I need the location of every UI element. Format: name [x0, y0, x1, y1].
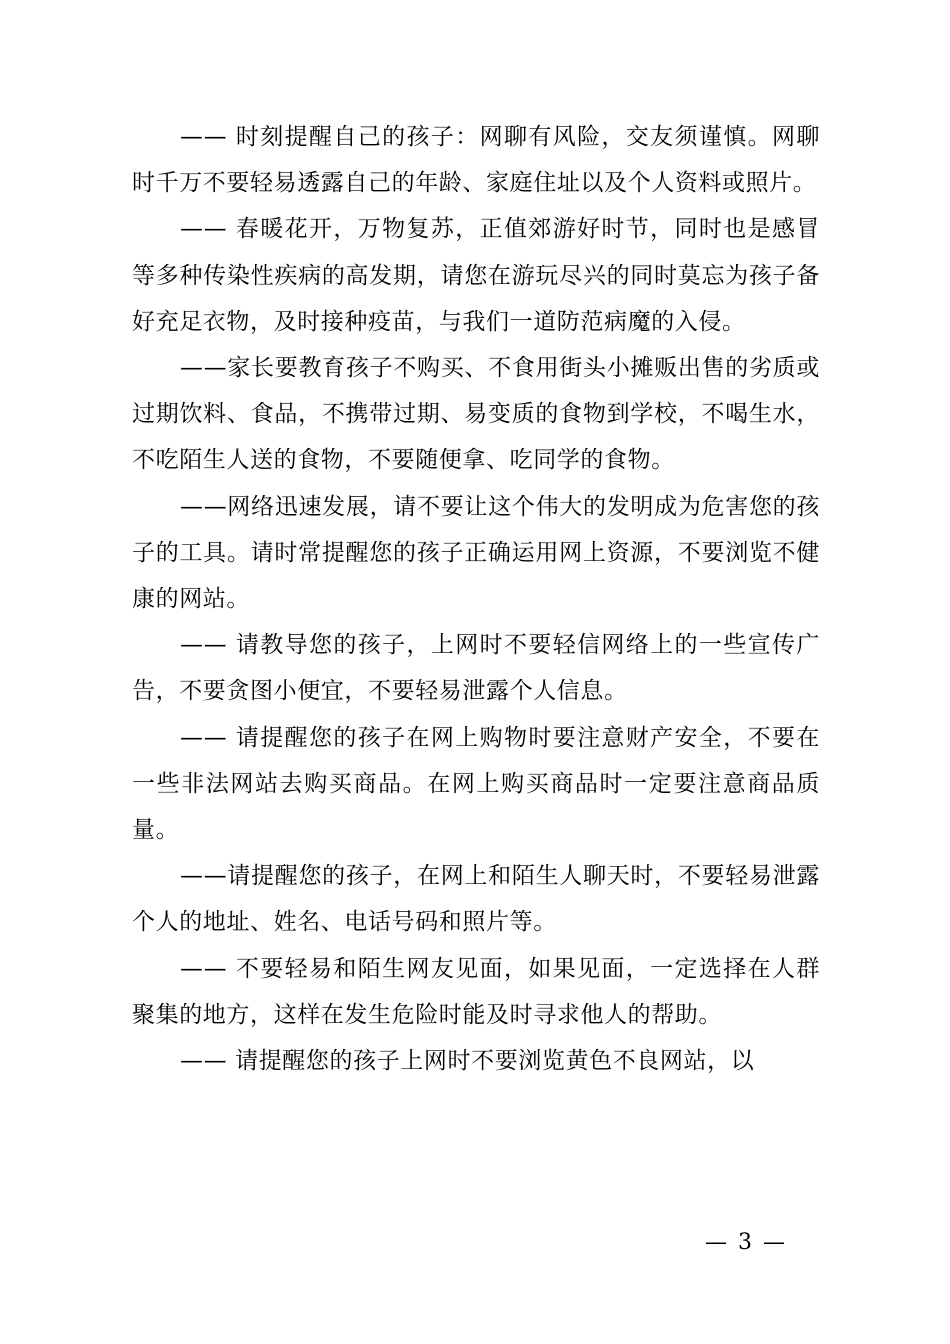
- page-number: — 3 —: [705, 1230, 787, 1255]
- paragraph-food-safety: ——家长要教育孩子不购买、不食用街头小摊贩出售的劣质或过期饮料、食品，不携带过期、易变质的食物到学校，不喝生水，不吃陌生人送的食物，不要随便拿、吃同学的食物。: [132, 355, 820, 474]
- paragraph-online-chat-risk: —— 时刻提醒自己的孩子：网聊有风险，交友须谨慎。网聊时千万不要轻易透露自己的年龄、家庭住址以及个人资料或照片。: [132, 124, 820, 197]
- document-body: [132, 114, 820, 1084]
- paragraph-meeting-netfriends: —— 不要轻易和陌生网友见面，如果见面，一定选择在人群聚集的地方，这样在发生危险时能及时寻求他人的帮助。: [132, 955, 820, 1028]
- paragraph-stranger-chat: ——请提醒您的孩子，在网上和陌生人聊天时，不要轻易泄露个人的地址、姓名、电话号码和照片等。: [132, 863, 820, 936]
- paragraph-online-shopping: —— 请提醒您的孩子在网上购物时要注意财产安全，不要在一些非法网站去购买商品。在网上购买商品时一定要注意商品质量。: [132, 724, 820, 844]
- paragraph-online-ads: —— 请教导您的孩子，上网时不要轻信网络上的一些宣传广告，不要贪图小便宜，不要轻易泄露个人信息。: [132, 632, 820, 705]
- paragraph-internet-resources: ——网络迅速发展，请不要让这个伟大的发明成为危害您的孩子的工具。请时常提醒您的孩子正确运用网上资源，不要浏览不健康的网站。: [132, 493, 820, 613]
- paragraph-harmful-websites: —— 请提醒您的孩子上网时不要浏览黄色不良网站，以: [180, 1048, 755, 1075]
- paragraph-spring-disease: —— 春暖花开，万物复苏，正值郊游好时节，同时也是感冒等多种传染性疾病的高发期，请您在游玩尽兴的同时莫忘为孩子备好充足衣物，及时接种疫苗，与我们一道防范病魔的入侵。: [132, 216, 820, 335]
